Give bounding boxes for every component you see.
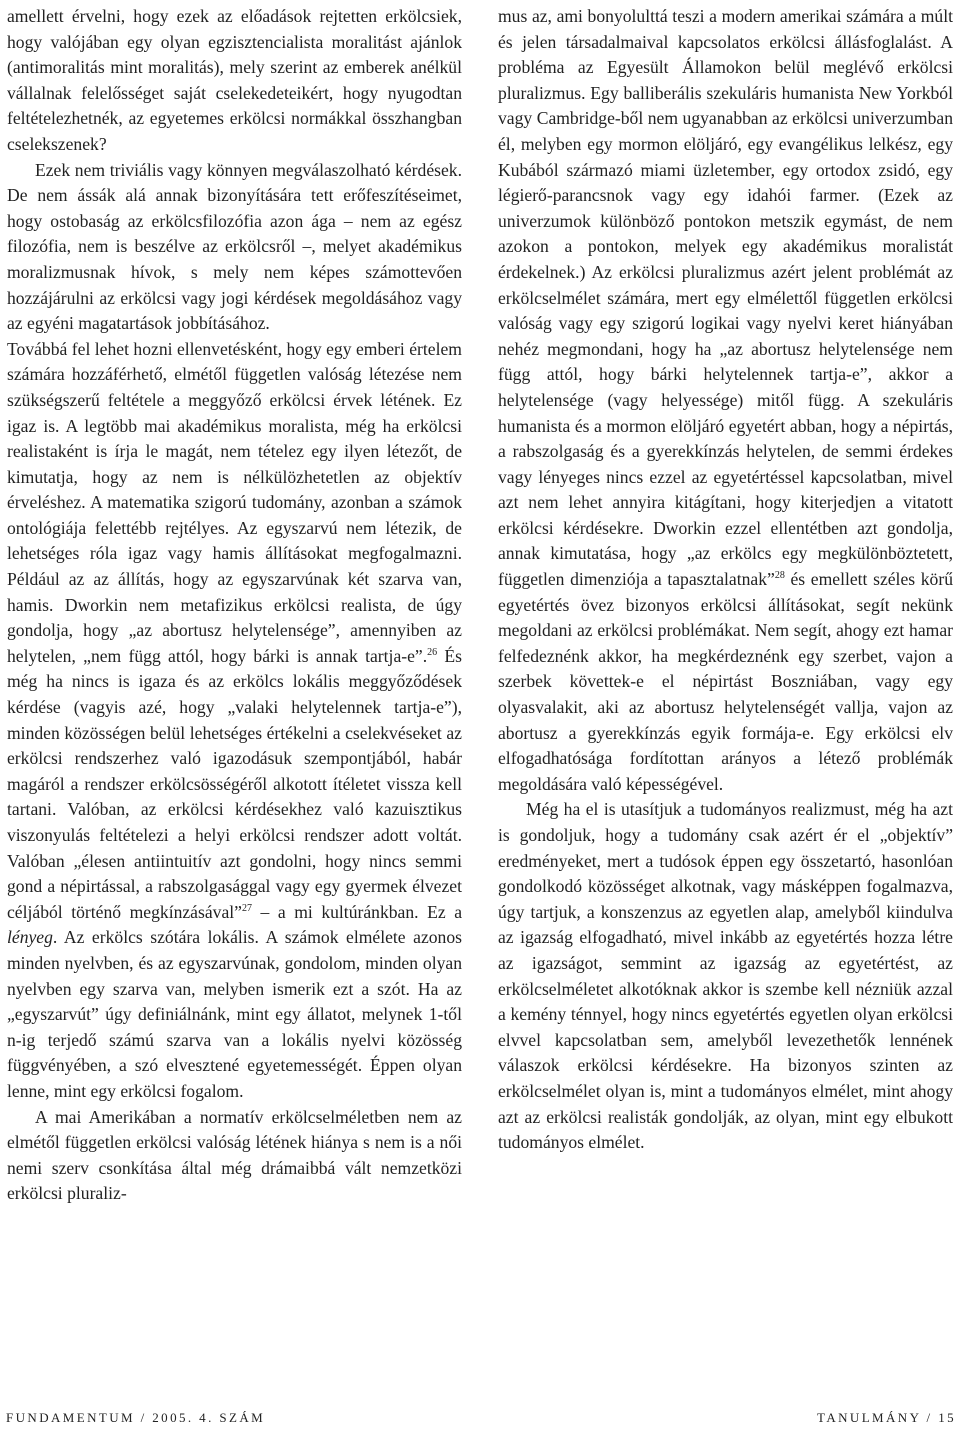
paragraph-1 <box>7 4 462 158</box>
footnote-ref-28: 28 <box>774 570 785 582</box>
paragraph-2 <box>7 158 462 337</box>
paragraph-4 <box>7 1105 462 1207</box>
paragraph-text: És még ha nincs is igaza és az erkölcs lokális meggyőződések kérdése (vagyis azé, hogy „valaki helytelennek tartja-e”), minden közösségen belül lehetséges értékelni a cselekvéseket az erkölcsi rendszerhez való igazodásuk szempontjából, habár magáról a rendszer erkölcsösségéről alkotott ítéletet vissza kell tartani. Valóban, az erkölcsi kérdésekhez való kazuisztikus viszonyulás feltételezi a helyi erkölcsi rendszer adott voltát. Valóban „élesen antiintuitív azt gondolni, hogy nincs semmi gond a népirtással, a rabszolgasággal vagy egy gyermek élvezet céljából történő megkínzásával” <box>7 645 463 922</box>
page-footer <box>0 1410 960 1430</box>
paragraph-text: . Az erkölcs szótára lokális. A számok elmélete azonos minden nyelvben, és az egyszarvúnak, gondolom, minden olyan nyelvben egy szarva van, melyben ismerik ezt a szót. Ha az „egyszarvút” úgy definiálnánk, mint egy állatot, melynek 1-től n-ig terjedő számú szarva van a lokális nyelvi közösség függvényében, a szó elvesztené egyetemességét. Éppen olyan lenne, mint egy erkölcsi fogalom. <box>7 927 462 1101</box>
paragraph-text: A mai Amerikában a normatív erkölcselméletben nem az elmétől független erkölcsi valóság létének hiánya s nem is a női nemi szerv csonkítása által még drámaibbá vált nemzetközi erkölcsi pluraliz- <box>7 1106 462 1204</box>
paragraph-text: és emellett széles körű egyetértés övez bizonyos erkölcsi állításokat, segít nekünk megoldani az erkölcsi problémákat. Nem segít, ahogy ezt hamar felfedeznénk akkor, ha megkérdeznénk egy szerbet, vajon a szerbek követtek-e el népirtást Boszniában, vagy egy olyasvalakit, aki az abortusz helytelenségét vallja, vajon az abortusz a gyerekkínzás egyik formája-e. Egy erkölcsi elv elfogadhatósága fordítottan arányos a létező problémák megoldására való képességével. <box>498 569 953 794</box>
paragraph-text: Még ha el is utasítjuk a tudományos realizmust, még ha azt is gondoljuk, hogy a tudomány csak azért ér el „objektív” eredményeket, mert a tudósok éppen egy összetartó, hasonlóan gondolkodó közösséget alkotnak, vagy másképpen fogalmazva, úgy tartjuk, a konszenzus az egyetlen alap, amelyből kiindulva az igazság elfogadható, mivel inkább az egyetértés hozza létre az igazságot, semmint az igazság az egyetértést, az erkölcselméletet alkotóknak akkor is szembe kell nézniük azzal a kemény ténnyel, hogy nincs egyetértés egyetlen olyan erkölcsi elvvel kapcsolatban sem, amelyből levezethetők lennének válaszok erkölcsi kérdésekre. Ha bizonyos szinten az erkölcselmélet olyan is, mint a tudományos elmélet, mint ahogy azt az erkölcsi realisták gondolják, az olyan, mint egy elbukott tudományos elmélet. <box>498 799 953 1153</box>
paragraph-3 <box>7 337 462 1105</box>
paragraph-text: mus az, ami bonyolulttá teszi a modern amerikai számára a múlt és jelen társadalmaival kapcsolatos erkölcsi állásfoglalást. A probléma az Egyesült Államokon belül meglévő erkölcsi pluralizmus. Egy balliberális szekuláris humanista New Yorkból vagy Cambridge-ből nem ugyanabban az erkölcsi univerzumban él, melyben egy mormon elöljáró, egy evangélikus lelkész, egy Kubából származó miami üzletember, egy ortodox zsidó, egy légierő-parancsnok vagy egy idahói farmer. (Ezek az univerzumok különböző pontokon metszik egymást, de nem azokon a pontokon, melyek egy akadémikus moralistát érdekelnek.) Az erkölcsi pluralizmus azért jelent problémát az erkölcselmélet számára, mert egy elmélettől független erkölcsi valóság vagy egy szigorú logikai vagy nyelvi keret hiányában nehéz megmondani, hogy ha „az abortusz helytelensége nem függ attól, hogy bárki helytelennek tartja-e”, akkor a helytelensége (vagy helyessége) mitől függ. A szekuláris humanista és a mormon elöljáró egyetért abban, hogy a népirtás, a rabszolgaság és a gyerekkínzás helytelen, de semmi érdekes vagy lényeges nincs ezzel az egyetértéssel kapcsolatban, mivel azt nem lehet annyira kitágítani, hogy kiterjedjen a vitatott erkölcsi kérdésekre. Dworkin ezzel ellentétben azt gondolja, annak kimutatása, hogy „az erkölcs egy megkülönböztetett, független dimenziója a tapasztalatnak” <box>498 6 953 590</box>
right-column <box>498 4 953 1156</box>
emphasis: lényeg <box>7 927 53 948</box>
paragraph-2 <box>498 797 953 1155</box>
paragraph-text: – a mi kultúránkban. Ez a <box>251 901 462 922</box>
paragraph-text: amellett érvelni, hogy ezek az előadások rejtetten erkölcsiek, hogy valójában egy olyan egzisztencialista moralitást ajánlok (antimoralitás mint moralitás), mely szerint az emberek anélkül vállalnak felelősséget saját cselekedeteikért, hogy nyugodtan feltételezhetnék, az egyetemes erkölcsi normákkal összhangban cselekszenek? <box>7 6 462 154</box>
footer-page-number: TANULMÁNY / 15 <box>817 1410 956 1425</box>
paragraph-text: Továbbá fel lehet hozni ellenvetésként, hogy egy emberi értelem számára hozzáférhető, elmétől független valóság létezése nem szükségszerű feltétele a meggyőző erkölcsi érvek létének. Ez igaz is. A legtöbb mai akadémikus moralista, még ha erkölcsi realistaként is írja le magát, nem tételez egy ilyen létezőt, de kimutatja, hogy az nem is nélkülözhetetlen az objektív érveléshez. A matematika szigorú tudomány, azonban a számok ontológiája felettébb rejtélyes. Az egyszarvú nem létezik, de lehetséges róla igaz vagy hamis állításokat megfogalmazni. Például az az állítás, hogy az egyszarvúnak két szarva van, hamis. Dworkin nem metafizikus erkölcsi realista, de úgy gondolja, hogy „az abortusz helytelensége”, amennyiben az helytelen, „nem függ attól, hogy bárki is annak tartja-e”. <box>7 338 462 666</box>
footer-journal: FUNDAMENTUM / 2005. 4. SZÁM <box>6 1410 266 1425</box>
left-column <box>7 4 462 1207</box>
paragraph-1 <box>498 4 953 797</box>
footnote-ref-27: 27 <box>241 902 252 914</box>
footnote-ref-26: 26 <box>427 646 438 658</box>
paragraph-text: Ezek nem triviális vagy könnyen megválaszolható kérdések. De nem ássák alá annak bizonyítására tett erőfeszítéseimet, hogy ostobaság az erkölcsfilozófia azon ága – nem az egész filozófia, nem is beszélve az erkölcsről –, melyet akadémikus moralizmusnak hívok, s mely nem képes számottevően hozzájárulni az erkölcsi vagy jogi kérdések megoldásához vagy az egyéni magatartások jobbításához. <box>7 159 462 334</box>
